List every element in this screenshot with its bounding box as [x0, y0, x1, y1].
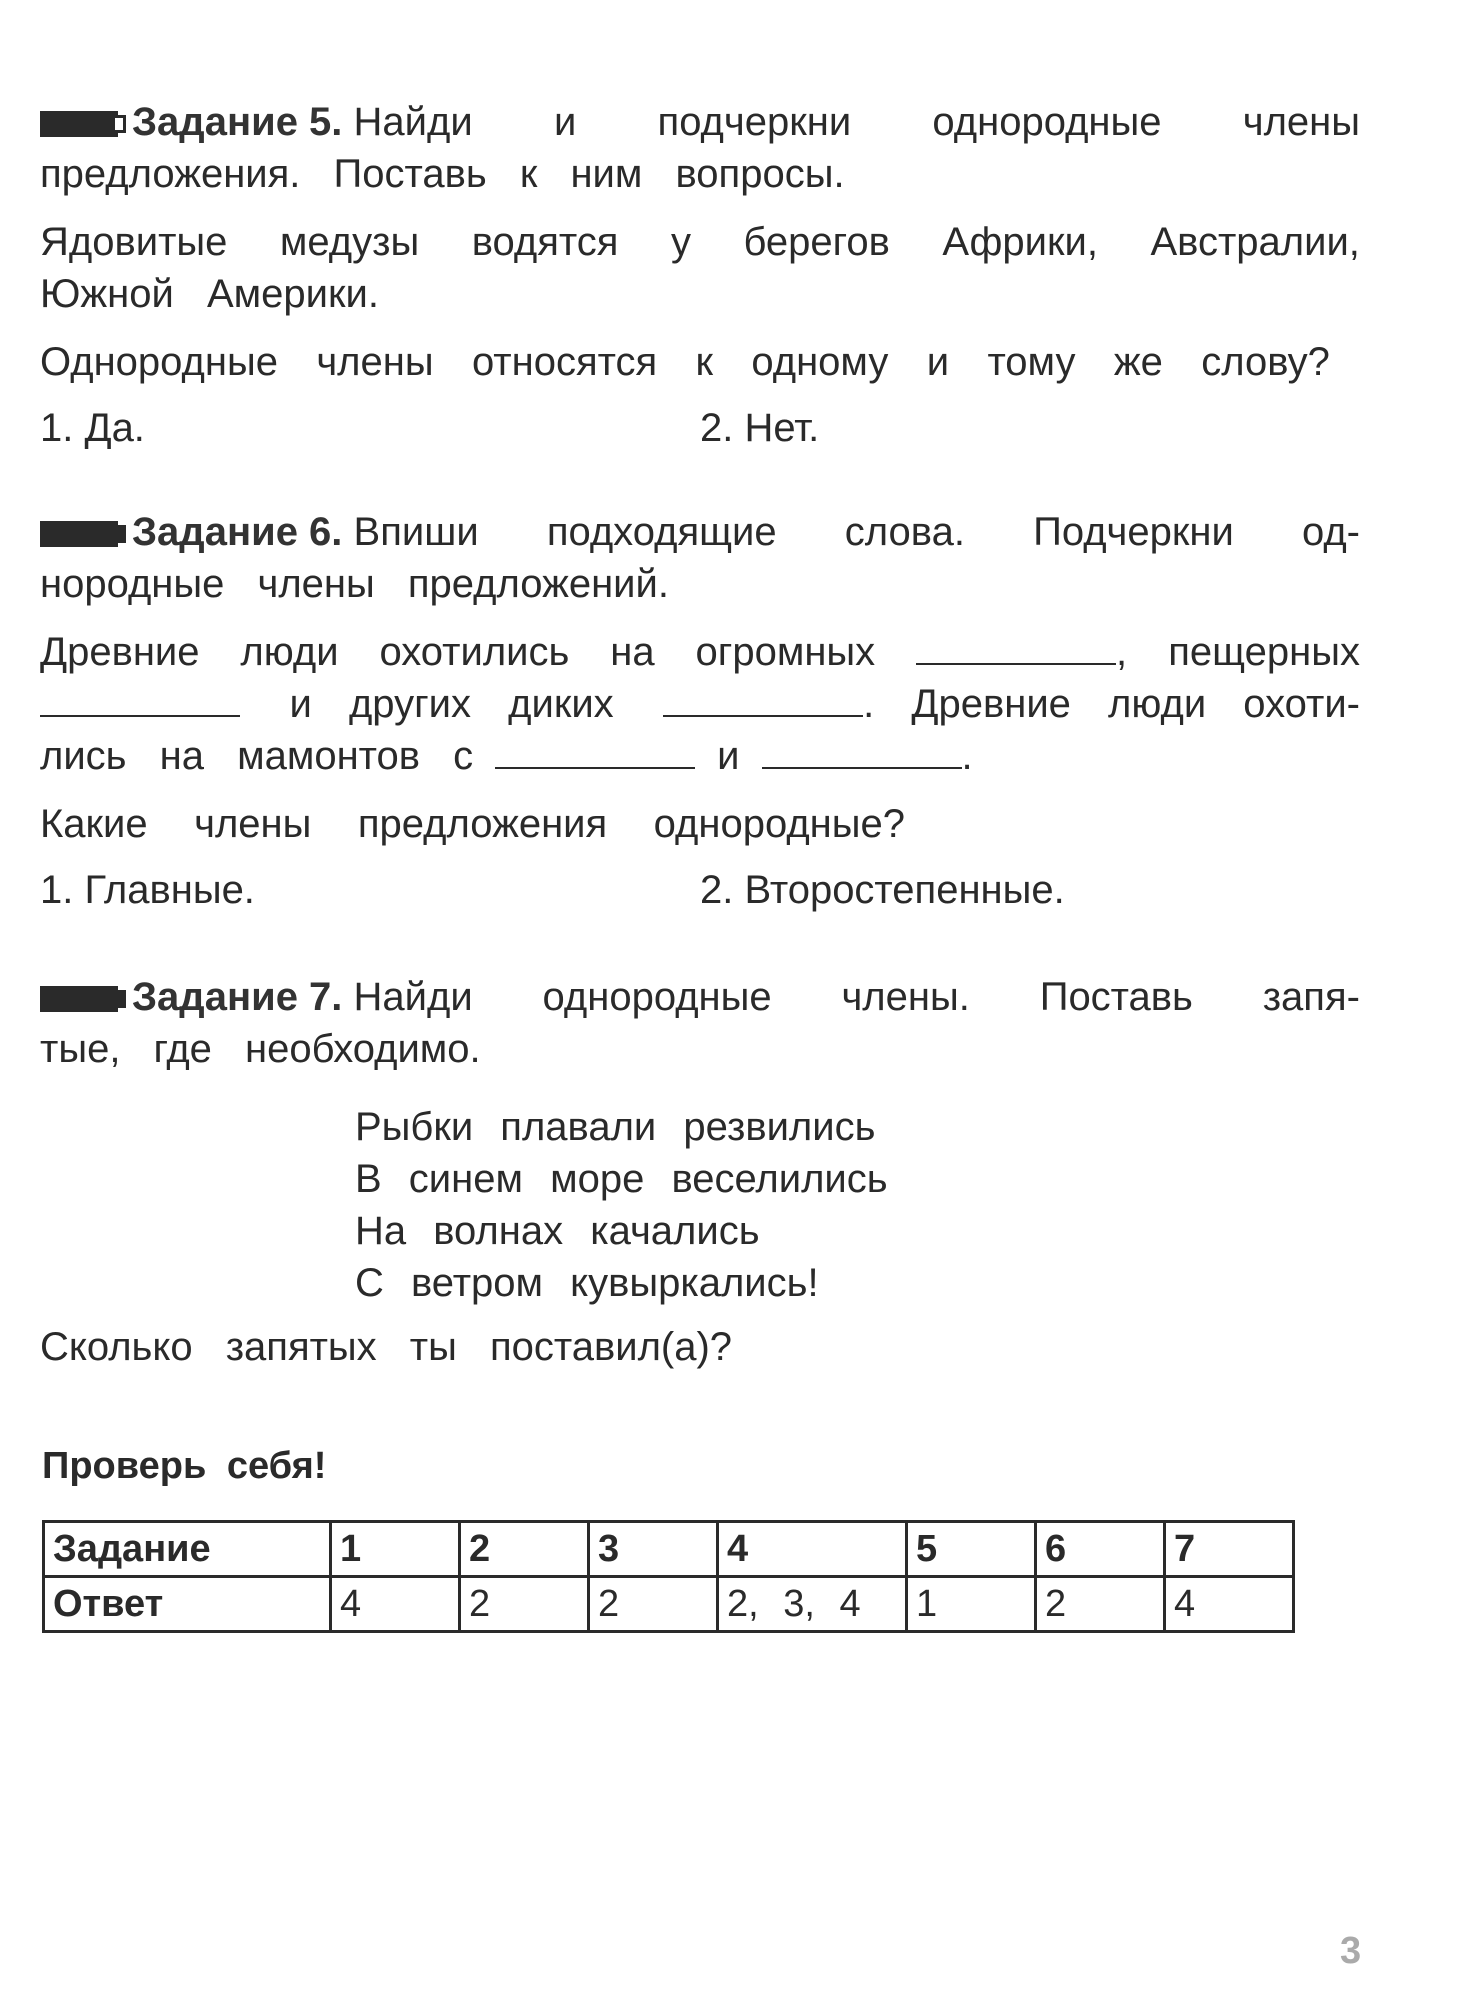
- task-7-title: Задание 7.: [132, 975, 343, 1019]
- text-fragment: лись на мамонтов с: [40, 734, 474, 778]
- word: Однородные: [40, 340, 278, 384]
- word: к: [695, 340, 714, 384]
- table-cell: Ответ: [44, 1577, 331, 1632]
- option-2: 2. Нет.: [700, 406, 820, 450]
- poem-line: В синем море веселились: [355, 1157, 888, 1201]
- table-row: [44, 1577, 1294, 1632]
- table-cell: 6: [1036, 1522, 1165, 1577]
- word: тому: [987, 340, 1076, 384]
- poem: [355, 1105, 888, 1313]
- task-6: [40, 510, 1360, 920]
- word: члены: [194, 802, 312, 846]
- word: Австралии,: [1150, 220, 1360, 264]
- task-6-question: [40, 802, 905, 854]
- option-1: 1. Главные.: [40, 868, 255, 912]
- table-cell: 7: [1165, 1522, 1294, 1577]
- table-cell: 2: [589, 1577, 718, 1632]
- word: Какие: [40, 802, 148, 846]
- page-number: 3: [1340, 1930, 1362, 1972]
- task-5-heading-line-2: предложения. Поставь к ним вопросы.: [40, 152, 845, 196]
- word: однородные: [932, 100, 1162, 144]
- word: члены.: [841, 975, 970, 1019]
- task-5-options: [40, 406, 1360, 458]
- text-fragment: и других диких: [289, 682, 614, 726]
- word: Африки,: [942, 220, 1098, 264]
- text-fragment: . Древние люди охоти-: [863, 682, 1360, 726]
- option-1: 1. Да.: [40, 406, 145, 450]
- table-cell: 1: [331, 1522, 460, 1577]
- table-cell: 4: [331, 1577, 460, 1632]
- word: Древние: [40, 630, 200, 674]
- word: Ядовитые: [40, 220, 228, 264]
- task-6-text-line-2: [40, 682, 1360, 734]
- word: на: [610, 630, 655, 674]
- answers-table: [42, 1520, 1295, 1633]
- table-cell: 3: [589, 1522, 718, 1577]
- word: запя-: [1262, 975, 1360, 1019]
- word: и: [553, 100, 577, 144]
- word: слова.: [844, 510, 965, 554]
- word: предложения: [357, 802, 608, 846]
- table-cell: 4: [718, 1522, 907, 1577]
- table-cell: 5: [907, 1522, 1036, 1577]
- word: подчеркни: [657, 100, 852, 144]
- answer-blank[interactable]: [762, 737, 962, 769]
- task-6-text-line-1: [40, 630, 1360, 682]
- poem-line: Рыбки плавали резвились: [355, 1105, 876, 1149]
- word: огромных: [695, 630, 876, 674]
- answer-blank[interactable]: [916, 633, 1116, 665]
- table-cell: 2: [460, 1522, 589, 1577]
- table-row: [44, 1522, 1294, 1577]
- poem-line: На волнах качались: [355, 1209, 760, 1253]
- task-7-question: Сколько запятых ты поставил(а)?: [40, 1325, 733, 1369]
- task-marker-icon: [40, 521, 118, 547]
- word: относятся: [471, 340, 658, 384]
- task-5-title: Задание 5.: [132, 100, 343, 144]
- task-5-sentence-line-2: Южной Америки.: [40, 272, 379, 316]
- word: Впиши: [353, 510, 479, 554]
- text-fragment: , пещерных: [1116, 630, 1360, 674]
- task-5: [40, 100, 1360, 458]
- table-cell: 2: [1036, 1577, 1165, 1632]
- word: охотились: [379, 630, 570, 674]
- word: Найди: [353, 100, 473, 144]
- table-cell: Задание: [44, 1522, 331, 1577]
- word: од-: [1301, 510, 1360, 554]
- task-marker-icon: [40, 986, 118, 1012]
- answer-blank[interactable]: [663, 685, 863, 717]
- task-7-question-block: [40, 1325, 1360, 1377]
- word: водятся: [471, 220, 619, 264]
- answer-blank[interactable]: [40, 685, 240, 717]
- text-fragment: .: [961, 734, 973, 778]
- task-5-sentence-line-1: [40, 220, 1360, 272]
- task-5-heading-line-1: [40, 100, 1360, 152]
- word: однородные?: [653, 802, 905, 846]
- word: же: [1113, 340, 1163, 384]
- word: одному: [751, 340, 889, 384]
- task-6-title: Задание 6.: [132, 510, 343, 554]
- table-cell: 4: [1165, 1577, 1294, 1632]
- task-7: [40, 975, 1360, 1079]
- word: Подчеркни: [1033, 510, 1234, 554]
- task-6-heading-line-1: [40, 510, 1360, 562]
- answer-blank[interactable]: [495, 737, 695, 769]
- word: подходящие: [546, 510, 777, 554]
- task-6-options: [40, 868, 1360, 920]
- check-title: Проверь себя!: [42, 1445, 327, 1487]
- word: люди: [240, 630, 339, 674]
- option-2: 2. Второстепенные.: [700, 868, 1065, 912]
- task-6-text-line-3: [40, 734, 1360, 786]
- text-fragment: и: [717, 734, 740, 778]
- word: у: [670, 220, 691, 264]
- task-6-heading-line-2: нородные члены предложений.: [40, 562, 669, 606]
- task-7-heading-line-2: тые, где необходимо.: [40, 1027, 481, 1071]
- table-cell: 2, 3, 4: [718, 1577, 907, 1632]
- word: берегов: [743, 220, 890, 264]
- word: члены: [1242, 100, 1360, 144]
- word: слову?: [1201, 340, 1330, 384]
- table-cell: 2: [460, 1577, 589, 1632]
- word: и: [926, 340, 950, 384]
- word: медузы: [279, 220, 420, 264]
- task-marker-icon: [40, 111, 118, 137]
- word: Найди: [353, 975, 473, 1019]
- word: Поставь: [1039, 975, 1193, 1019]
- table-cell: 1: [907, 1577, 1036, 1632]
- poem-line: С ветром кувыркались!: [355, 1261, 819, 1305]
- task-7-heading-line-1: [40, 975, 1360, 1027]
- word: члены: [316, 340, 434, 384]
- word: однородные: [542, 975, 772, 1019]
- task-5-question: [40, 340, 1330, 392]
